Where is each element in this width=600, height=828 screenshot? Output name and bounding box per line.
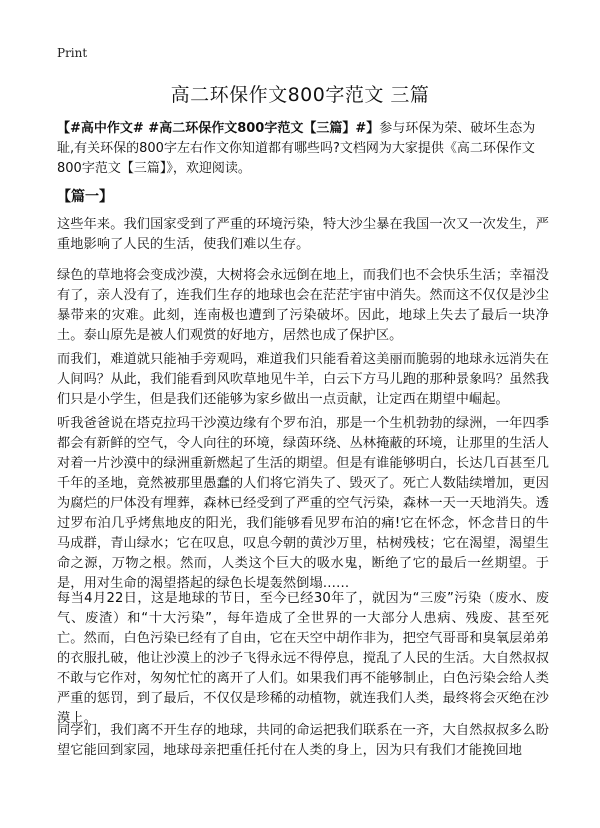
- body-paragraph-5: 每当4月22日，这是地球的节日，至今已经30年了，就因为“三废”污染（废水、废气、废渣）和“十大污染”，每年造成了全世界的一大部分人患病、残废、甚至死亡。然而，白色污染已经有了自由，它在天空中胡作非为，把空气哥哥和臭氧层弟弟的衣服扎破，他让沙漠上的沙子飞得永远不得停息，搅乱了人民的生活。大自然叔叔不敢与它作对，匆匆忙忙的离开了人们。如果我们再不能够制止，白色污染会给人类严重的惩罚，到了最后，不仅仅是珍稀的动植物，就连我们人类，最终将会灭绝在沙漠上。: [57, 591, 549, 726]
- page-title: 高二环保作文800字范文 三篇: [170, 84, 430, 106]
- body-paragraph-4: 听我爸爸说在塔克拉玛干沙漠边缘有个罗布泊，那是一个生机勃勃的绿洲，一年四季都会有新鲜的空气，令人向往的环境，绿茵环绕、丛林掩蔽的环境，让那里的生活人对着一片沙漠中的绿洲重新燃起了生活的期望。但是有谁能够明白，长达几百甚至几千年的圣地，竟然被那里愚蠢的人们将它消失了、毁灭了。死亡人数陆续增加，更因为腐烂的尸体没有埋葬，森林已经受到了严重的空气污染，森林一天一天地消失。透过罗布泊几乎烤焦地皮的阳光，我们能够看见罗布泊的痛!它在怀念，怀念昔日的牛马成群，青山绿水；它在叹息，叹息今朝的黄沙万里，枯树残枝；它在渴望，渴望生命之源，万物之根。然而，人类这个巨大的吸水鬼，断绝了它的最后一丝期望。于是，用对生命的渴望搭起的绿色长堤轰然倒塌……: [57, 416, 549, 591]
- print-label: Print: [57, 46, 88, 60]
- body-paragraph-3: 而我们，难道就只能袖手旁观吗，难道我们只能看着这美丽而脆弱的地球永远消失在人间吗？从此，我们能看到风吹草地见牛羊，白云下方马儿跑的那种景象吗？虽然我们只是小学生，但是我们还能够为家乡做出一点贡献，让定西在期望中崛起。: [57, 352, 549, 407]
- intro-tag: 【#高中作文# #高二环保作文800字范文【三篇】#】: [57, 121, 380, 136]
- body-paragraph-1: 这些年来。我们国家受到了严重的环境污染，特大沙尘暴在我国一次又一次发生，严重地影响了人民的生活，使我们难以生存。: [57, 217, 549, 252]
- body-paragraph-2: 绿色的草地将会变成沙漠，大树将会永远倒在地上，而我们也不会快乐生活；幸福没有了，亲人没有了，连我们生存的地球也会在茫茫宇宙中消失。然而这不仅仅是沙尘暴带来的灾难。此刻，连南极也遭到了污染破坏。因此，地球上失去了最后一块净土。泰山原先是被人们观赏的好地方，居然也成了保护区。: [57, 268, 549, 343]
- intro-text: 参与环保为荣、破坏生态为耻,有关环保的800字左右作文你知道都有哪些吗?文档网为大家提供《高二环保作文800字范文【三篇】》，欢迎阅读。: [57, 121, 536, 176]
- body-paragraph-6: 同学们，我们离不开生存的地球，共同的命运把我们联系在一齐，大自然叔叔多么盼望它能回到家园，地球母亲把重任托付在人类的身上，因为只有我们才能挽回地: [57, 723, 549, 758]
- section-heading: 【篇一】: [57, 189, 113, 205]
- intro-paragraph: [57, 119, 552, 179]
